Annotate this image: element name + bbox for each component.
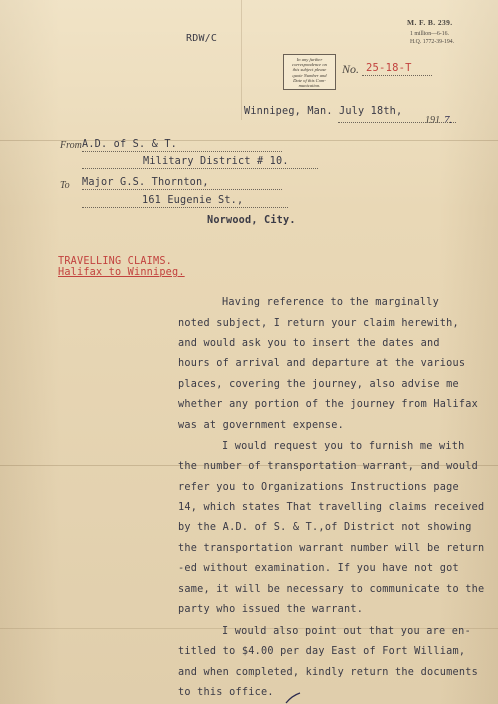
note-line: this subject please: [292, 67, 327, 73]
form-number: M. F. B. 239.: [407, 18, 453, 27]
note-line: quote Number and: [292, 72, 327, 78]
reference-note-box: [283, 54, 336, 90]
from-label: From: [60, 140, 82, 151]
dotted-rule: [338, 122, 456, 123]
body-line: refer you to Organizations Instructions page: [178, 482, 459, 493]
body-line: I would also point out that you are en-: [222, 626, 471, 637]
to-line-1: Major G.S. Thornton,: [82, 177, 209, 188]
dotted-rule: [82, 189, 282, 190]
body-line: I would request you to furnish me with: [222, 441, 465, 452]
body-line: 14, which states That travelling claims received: [178, 502, 485, 513]
body-line: Having reference to the marginally: [222, 297, 440, 308]
body-line: was at government expense.: [178, 420, 344, 431]
letter-number-value: 25-18-T: [366, 62, 412, 74]
place-and-date: Winnipeg, Man. July 18th,: [244, 106, 403, 117]
dotted-rule: [82, 151, 282, 152]
body-line: the number of transportation warrant, and would: [178, 461, 479, 472]
body-line: and when completed, kindly return the documents: [178, 667, 479, 678]
dotted-rule: [82, 168, 318, 169]
note-line: correspondence on: [292, 62, 327, 68]
to-line-3: Norwood, City.: [207, 215, 296, 226]
body-line: the transportation warrant number will be return: [178, 543, 485, 554]
body-line: whether any portion of the journey from Halifax: [178, 399, 479, 410]
file-reference: RDW/C: [186, 33, 218, 44]
body-line: party who issued the warrant.: [178, 604, 364, 615]
body-line: same, it will be necessary to communicate to the: [178, 584, 485, 595]
from-line-2: Military District # 10.: [143, 156, 289, 167]
from-line-1: A.D. of S. & T.: [82, 139, 178, 150]
body-line: and would ask you to insert the dates and: [178, 338, 440, 349]
body-line: places, covering the journey, also advise me: [178, 379, 459, 390]
dotted-rule: [362, 75, 432, 76]
to-line-2: 161 Eugenie St.,: [142, 195, 244, 206]
dotted-rule: [82, 207, 288, 208]
note-line: In any further: [296, 57, 323, 62]
signature-mark: [284, 692, 304, 704]
body-line: hours of arrival and departure at the various: [178, 358, 466, 369]
body-line: noted subject, I return your claim herewith,: [178, 318, 459, 329]
form-hq-code: H.Q. 1772-39-194.: [410, 39, 455, 45]
subject-line-2: Halifax to Winnipeg.: [58, 267, 185, 278]
year-printed: 191: [425, 115, 440, 126]
body-line: to this office.: [178, 687, 274, 698]
note-line: munication.: [298, 83, 321, 89]
to-label: To: [60, 180, 70, 191]
letter-number-label: No.: [342, 62, 360, 76]
subject-line-1: TRAVELLING CLAIMS.: [58, 256, 173, 267]
body-line: titled to $4.00 per day East of Fort William,: [178, 646, 466, 657]
body-line: -ed without examination. If you have not got: [178, 563, 459, 574]
note-line: Date of this Com-: [293, 77, 326, 83]
form-print-run: 1 million—6-16.: [410, 31, 449, 37]
paper-crease: [241, 0, 242, 120]
body-line: by the A.D. of S. & T.,of District not showing: [178, 522, 472, 533]
year-handwritten: 7.: [444, 114, 453, 126]
